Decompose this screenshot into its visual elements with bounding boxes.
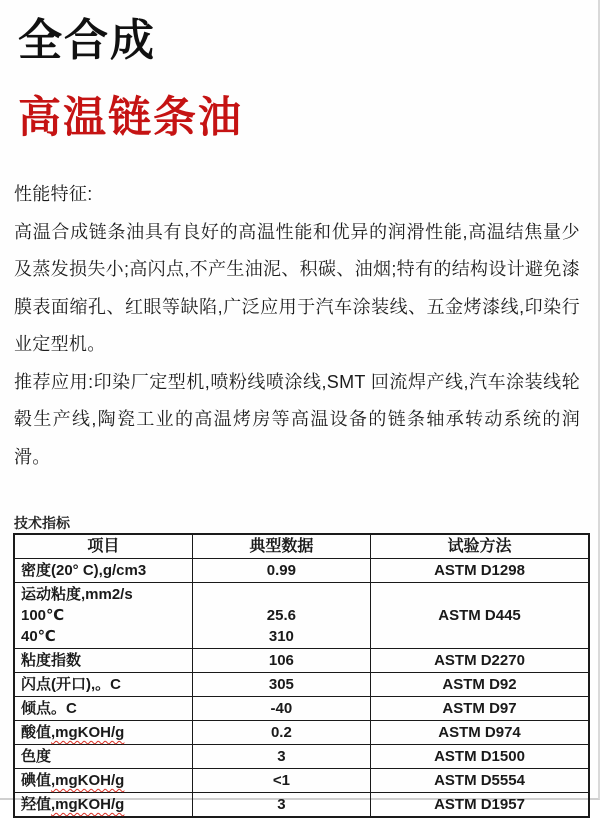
spec-method: ASTM D5554	[371, 769, 590, 793]
spec-method: ASTM D1957	[371, 793, 590, 818]
spec-value-line	[199, 584, 364, 605]
spec-method: ASTM D1500	[371, 745, 590, 769]
table-header-row	[14, 534, 589, 559]
spec-item	[14, 793, 192, 818]
col-header-value: 典型数据	[192, 534, 370, 559]
spec-value: 106	[192, 649, 370, 673]
spellcheck-underlined-text: ,mgKOH/g	[51, 772, 125, 789]
spec-item: 闪点(开口),。C	[14, 673, 192, 697]
table-row	[14, 649, 589, 673]
performance-paragraph: 高温合成链条油具有良好的高温性能和优异的润滑性能,高温结焦量少及蒸发损失小;高闪点,不产生油泥、积碳、油烟;特有的结构设计避免漆膜表面缩孔、红眼等缺陷,广泛应用于汽车涂装线、五金烤漆线,印染行业定型机。	[14, 221, 580, 354]
table-row	[14, 769, 589, 793]
performance-heading: 性能特征:	[14, 184, 93, 204]
table-row	[14, 559, 589, 583]
spec-method: ASTM D97	[371, 697, 590, 721]
application-paragraph: 推荐应用:印染厂定型机,喷粉线喷涂线,SMT 回流焊产线,汽车涂装线轮毂生产线,陶瓷工业的高温烤房等高温设备的链条轴承转动系统的润滑。	[14, 371, 580, 467]
spec-method: ASTM D92	[371, 673, 590, 697]
spec-method: ASTM D445	[371, 583, 590, 649]
spec-value: 305	[192, 673, 370, 697]
spec-value-line: 25.6	[266, 607, 296, 624]
spec-item	[14, 721, 192, 745]
spec-value: 3	[192, 745, 370, 769]
specs-table	[13, 533, 590, 818]
spec-item: 粘度指数	[14, 649, 192, 673]
body-text	[14, 176, 580, 476]
product-name-title: 高温链条油	[18, 94, 243, 142]
spec-method: ASTM D1298	[371, 559, 590, 583]
spec-method: ASTM D2270	[371, 649, 590, 673]
spec-value: 3	[192, 793, 370, 818]
product-line-title: 全合成	[18, 16, 156, 65]
spec-item	[14, 583, 192, 649]
spec-item: 密度(20° C),g/cm3	[14, 559, 192, 583]
spec-value: <1	[192, 769, 370, 793]
spec-item-text: 酸值	[21, 724, 52, 741]
spec-value-line: 310	[268, 628, 294, 645]
spec-value: 0.2	[192, 721, 370, 745]
spec-item-text: 羟值	[21, 796, 52, 813]
spec-value: 0.99	[192, 559, 370, 583]
col-header-item: 项目	[14, 534, 192, 559]
spec-method: ASTM D974	[371, 721, 590, 745]
spec-value: -40	[192, 697, 370, 721]
spellcheck-underlined-text: ,mgKOH/g	[51, 796, 125, 813]
table-row	[14, 793, 589, 818]
spec-item: 倾点。C	[14, 697, 192, 721]
table-row	[14, 721, 589, 745]
spec-item-line: 40℃	[21, 628, 56, 645]
col-header-method: 试验方法	[371, 534, 590, 559]
spec-value	[192, 583, 370, 649]
spec-item-line: 运动粘度,mm2/s	[21, 586, 133, 603]
spec-item: 色度	[14, 745, 192, 769]
spellcheck-underlined-text: ,mgKOH/g	[51, 724, 125, 741]
specs-label: 技术指标	[14, 515, 70, 531]
spec-item	[14, 769, 192, 793]
table-row	[14, 745, 589, 769]
spec-item-text: 碘值	[21, 772, 52, 789]
table-row	[14, 583, 589, 649]
table-row	[14, 697, 589, 721]
spec-item-line: 100℃	[21, 607, 65, 624]
table-row	[14, 673, 589, 697]
